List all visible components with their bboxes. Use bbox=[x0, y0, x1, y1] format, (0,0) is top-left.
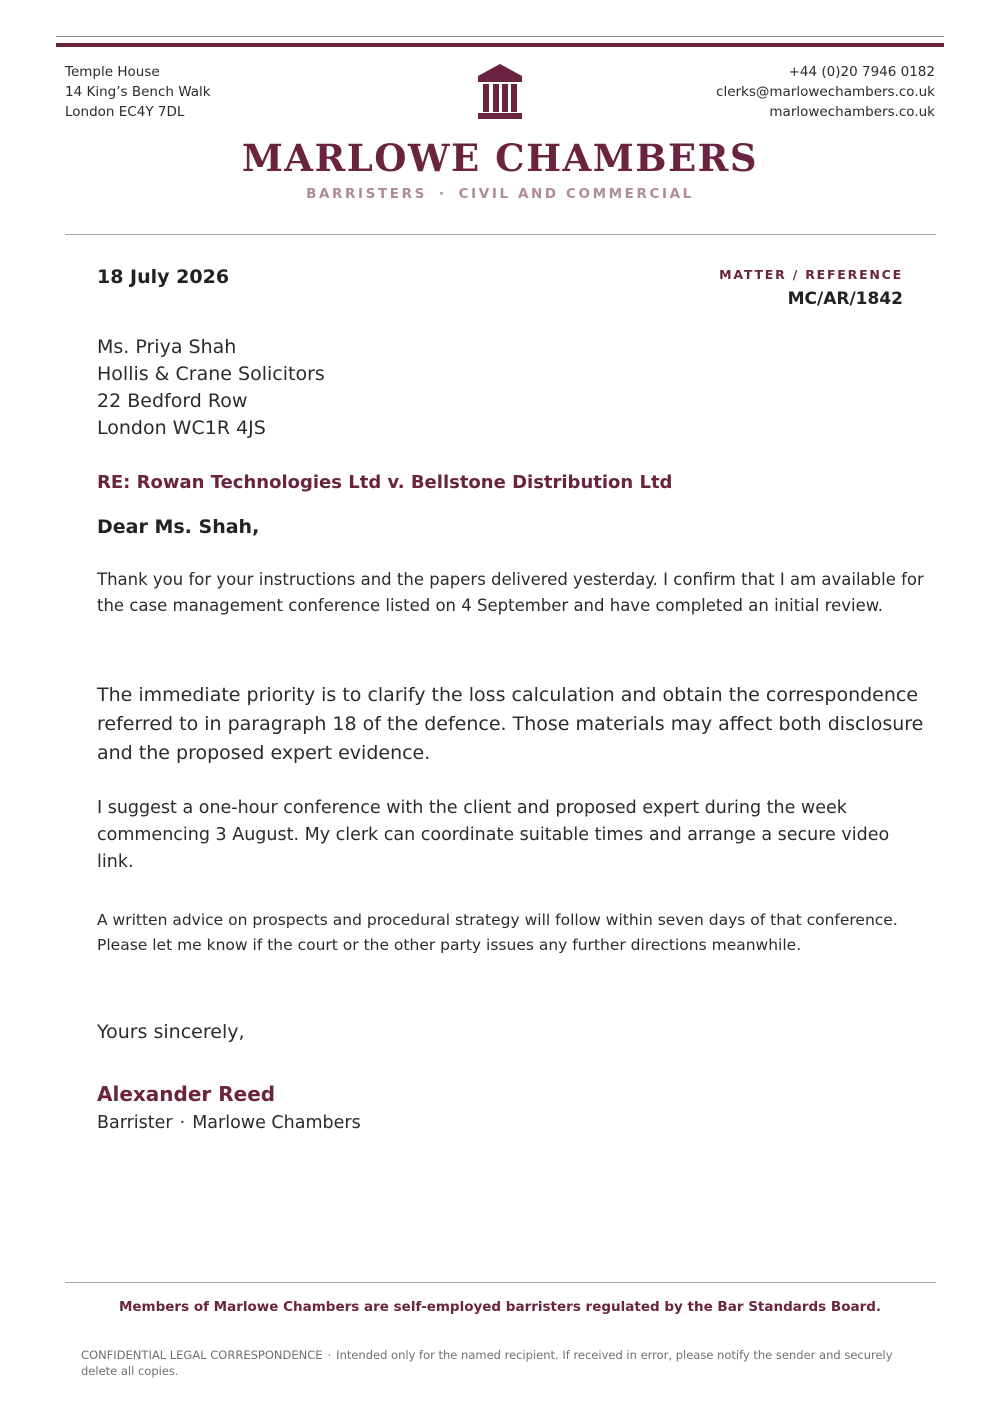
chambers-contact bbox=[716, 62, 935, 122]
disclaimer-text: Intended only for the named recipient. If received in error, please notify the sender and securely delete all copies. bbox=[81, 1348, 893, 1378]
salutation: Dear Ms. Shah, bbox=[97, 516, 260, 538]
body-paragraph: I suggest a one-hour conference with the client and proposed expert during the week commencing 3 August. My clerk can coordinate suitable times and arrange a secure video link. bbox=[97, 798, 890, 872]
tagline bbox=[0, 186, 1000, 202]
confidentiality-disclaimer bbox=[81, 1347, 921, 1379]
letter-date: 18 July 2026 bbox=[97, 266, 230, 288]
body-paragraph: The immediate priority is to clarify the loss calculation and obtain the correspondence referred to in paragraph 18 of the defence. Those materials may affect both disclosure and the proposed expert evidence. bbox=[97, 684, 924, 764]
chambers-name: MARLOWE CHAMBERS bbox=[241, 136, 759, 180]
reference-value: MC/AR/1842 bbox=[787, 289, 903, 309]
closing: Yours sincerely, bbox=[97, 1021, 245, 1043]
signer-separator: · bbox=[179, 1113, 186, 1133]
email-address: clerks@marlowechambers.co.uk bbox=[716, 84, 935, 100]
pillar-building-icon bbox=[475, 62, 525, 120]
recipient-block bbox=[97, 334, 325, 442]
address-line: Temple House bbox=[65, 64, 160, 80]
disclaimer-separator: · bbox=[327, 1348, 332, 1362]
regulatory-note: Members of Marlowe Chambers are self-employed barristers regulated by the Bar Standards Board. bbox=[118, 1299, 882, 1315]
footer-divider bbox=[65, 1282, 936, 1283]
recipient-street: 22 Bedford Row bbox=[97, 390, 248, 412]
recipient-firm: Hollis & Crane Solicitors bbox=[97, 363, 325, 385]
top-rule-thin bbox=[56, 36, 944, 37]
header-divider bbox=[65, 234, 936, 235]
tagline-separator: · bbox=[438, 186, 447, 202]
tagline-left: BARRISTERS bbox=[306, 186, 427, 202]
phone-number: +44 (0)20 7946 0182 bbox=[788, 64, 935, 80]
recipient-city: London WC1R 4JS bbox=[97, 417, 266, 439]
signer-org: Marlowe Chambers bbox=[192, 1113, 361, 1133]
body-paragraph: A written advice on prospects and procedural strategy will follow within seven days of that conference. Please let me know if the court or the other party issues any further directions meanwhile. bbox=[97, 911, 898, 954]
body-paragraph: Thank you for your instructions and the papers delivered yesterday. I confirm that I am available for the case management conference listed on 4 September and have completed an initial review. bbox=[97, 570, 924, 615]
recipient-name: Ms. Priya Shah bbox=[97, 336, 237, 358]
chambers-address bbox=[65, 62, 211, 122]
address-line: 14 King’s Bench Walk bbox=[65, 84, 211, 100]
address-line: London EC4Y 7DL bbox=[65, 104, 185, 120]
reference-label: MATTER / REFERENCE bbox=[719, 267, 903, 282]
signer-name: Alexander Reed bbox=[97, 1082, 276, 1106]
disclaimer-label: CONFIDENTIAL LEGAL CORRESPONDENCE bbox=[81, 1348, 323, 1362]
top-rule-thick bbox=[56, 43, 944, 47]
website: marlowechambers.co.uk bbox=[769, 104, 935, 120]
signer-title: Barrister bbox=[97, 1113, 173, 1133]
signer-role bbox=[97, 1113, 361, 1133]
tagline-right: CIVIL AND COMMERCIAL bbox=[458, 186, 694, 202]
subject-line: RE: Rowan Technologies Ltd v. Bellstone Distribution Ltd bbox=[97, 472, 673, 493]
